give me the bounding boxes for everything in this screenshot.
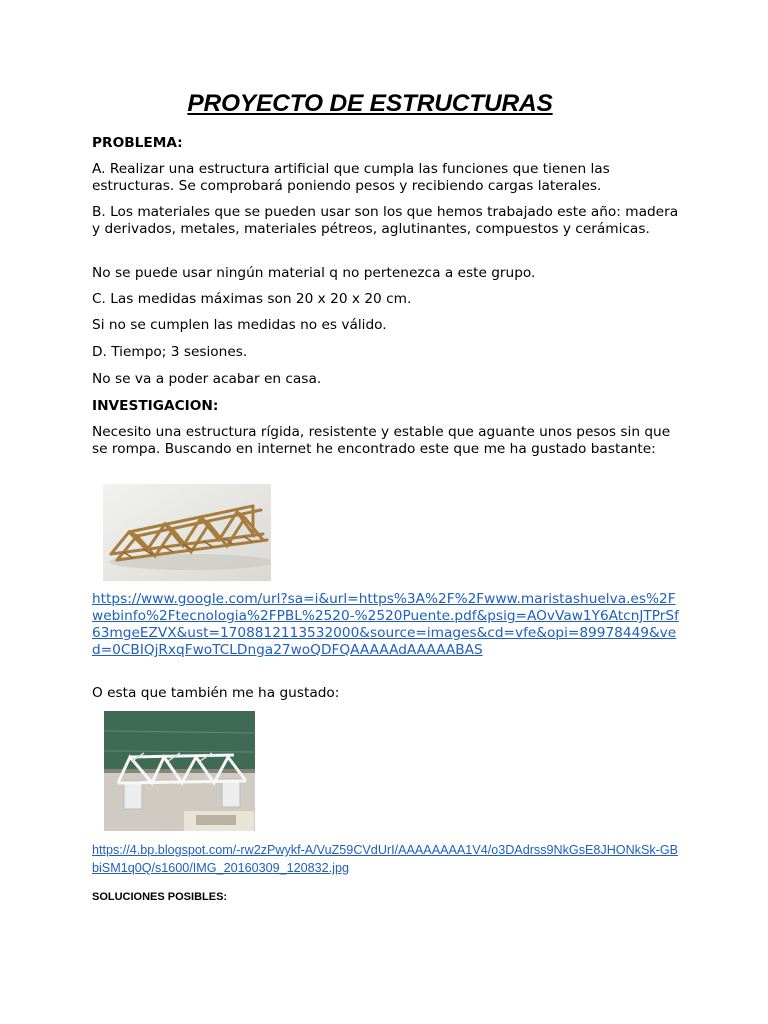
paragraph-a: A. Realizar una estructura artificial que cumpla las funciones que tienen las estructuras. Se comprobará poniendo pesos y recibiendo cargas laterales. [92, 161, 610, 194]
problema-heading: PROBLEMA: [92, 135, 183, 151]
paragraph-c2: Si no se cumplen las medidas no es válido. [92, 317, 387, 333]
paragraph-b: B. Los materiales que se pueden usar son los que hemos trabajado este año: madera y derivados, metales, materiales pétreos, aglutinantes, compuestos y cerámicas. [92, 204, 679, 237]
bridge1-drawing [103, 484, 271, 581]
bridge2-drawing [104, 711, 255, 831]
paragraph-d: D. Tiempo; 3 sesiones. [92, 344, 248, 360]
white-bridge-image [104, 711, 255, 831]
paragraph-c: C. Las medidas máximas son 20 x 20 x 20 cm. [92, 291, 412, 307]
soluciones-heading: SOLUCIONES POSIBLES: [92, 891, 228, 903]
page-title: PROYECTO DE ESTRUCTURAS [187, 90, 553, 117]
second-intro-text: O esta que también me ha gustado: [92, 685, 340, 701]
investigacion-heading: INVESTIGACION: [92, 398, 219, 414]
investigacion-text: Necesito una estructura rígida, resistente y estable que aguante unos pesos sin que se rompa. Buscando en internet he encontrado este que me ha gustado bastante: [92, 424, 671, 457]
paragraph-b2: No se puede usar ningún material q no pertenezca a este grupo. [92, 265, 536, 281]
paragraph-d2: No se va a poder acabar en casa. [92, 371, 322, 387]
reference-link-2[interactable]: https://4.bp.blogspot.com/-rw2zPwykf-A/VuZ59CVdUrI/AAAAAAAA1V4/o3DAdrss9NkGsE8JHONkSk-GBbiSM1q0Q/s1600/IMG_20160309_120832.jpg [92, 843, 679, 875]
wooden-bridge-image [103, 484, 271, 581]
reference-link-1[interactable]: https://www.google.com/url?sa=i&url=https%3A%2F%2Fwww.maristashuelva.es%2Fwebinfo%2Ftecnologia%2FPBL%2520-%2520Puente.pdf&psig=AOvVaw1Y6AtcnJTPrSf63mgeEZVX&ust=1708812113532000&source=images&cd=vfe&opi=89978449&ved=0CBIQjRxqFwoTCLDnga27woQDFQAAAAAdAAAAABAS [92, 591, 679, 658]
